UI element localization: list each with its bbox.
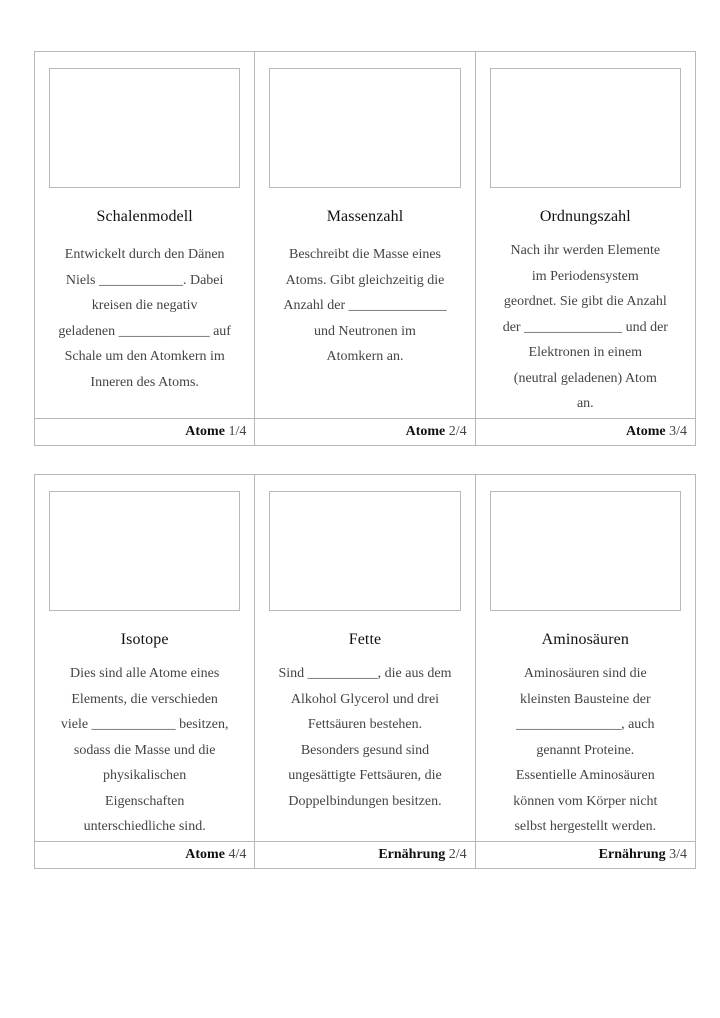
card-massenzahl bbox=[255, 52, 475, 445]
image-placeholder bbox=[269, 491, 460, 611]
card-text bbox=[49, 242, 240, 395]
card-category: Ernährung bbox=[598, 847, 666, 862]
card-footer bbox=[35, 418, 254, 445]
image-placeholder bbox=[49, 491, 240, 611]
text-line: Elements, die verschieden bbox=[71, 691, 218, 707]
card-footer bbox=[255, 841, 474, 868]
text-line: Sind __________, die aus dem bbox=[278, 666, 452, 681]
card-number: 3/4 bbox=[669, 424, 687, 439]
card-number: 1/4 bbox=[228, 424, 247, 439]
card-footer bbox=[35, 841, 254, 868]
text-line: selbst hergestellt werden. bbox=[514, 819, 657, 834]
card-text bbox=[269, 242, 460, 370]
text-line: unterschiedliche sind. bbox=[83, 819, 206, 834]
text-line: Elektronen in einem bbox=[528, 345, 643, 360]
text-line: Alkohol Glycerol und drei bbox=[290, 691, 440, 707]
text-line: Anzahl der ______________ bbox=[283, 298, 447, 313]
text-line: Eigenschaften bbox=[105, 793, 185, 809]
text-line: kreisen die negativ bbox=[91, 298, 198, 313]
card-text bbox=[269, 661, 460, 814]
text-line: Atomkern an. bbox=[326, 349, 404, 364]
text-line: ungesättigte Fettsäuren, die bbox=[288, 768, 442, 783]
image-placeholder bbox=[490, 68, 681, 188]
card-title: Isotope bbox=[120, 631, 169, 648]
text-line: Dies sind alle Atome eines bbox=[70, 666, 220, 681]
card-title: Fette bbox=[348, 631, 382, 648]
text-line: sodass die Masse und die bbox=[73, 742, 216, 758]
card-title: Ordnungszahl bbox=[539, 208, 631, 225]
card-category: Ernährung bbox=[378, 847, 446, 862]
card-footer bbox=[476, 841, 695, 868]
text-line: kleinsten Bausteine der bbox=[520, 691, 651, 707]
text-line: (neutral geladenen) Atom bbox=[513, 370, 657, 386]
card-footer bbox=[476, 418, 695, 445]
card-fette bbox=[255, 475, 475, 868]
text-line: Nach ihr werden Elemente bbox=[510, 243, 661, 258]
text-line: Niels ____________. Dabei bbox=[65, 272, 224, 288]
card-number: 2/4 bbox=[448, 847, 467, 862]
text-line: Essentielle Aminosäuren bbox=[515, 768, 655, 783]
text-line: geladenen _____________ auf bbox=[58, 323, 231, 339]
text-line: viele ____________ besitzen, bbox=[60, 717, 229, 732]
image-placeholder bbox=[49, 68, 240, 188]
text-line: im Periodensystem bbox=[531, 268, 639, 284]
card-title: Schalenmodell bbox=[96, 208, 193, 225]
card-category: Atome bbox=[625, 424, 666, 439]
card-isotope bbox=[35, 475, 255, 868]
text-line: Besonders gesund sind bbox=[300, 742, 430, 758]
text-line: Entwickelt durch den Dänen bbox=[64, 247, 225, 262]
card-footer bbox=[255, 418, 474, 445]
card-ordnungszahl bbox=[476, 52, 695, 445]
card-category: Atome bbox=[185, 847, 225, 862]
card-category: Atome bbox=[405, 424, 446, 439]
text-line: Beschreibt die Masse eines bbox=[288, 247, 441, 262]
text-line: _______________, auch bbox=[516, 717, 655, 732]
card-title: Aminosäuren bbox=[541, 631, 629, 648]
text-line: Inneren des Atoms. bbox=[90, 374, 199, 390]
card-text bbox=[490, 661, 681, 840]
text-line: physikalischen bbox=[103, 768, 187, 783]
text-line: geordnet. Sie gibt die Anzahl bbox=[503, 294, 667, 309]
text-line: Atoms. Gibt gleichzeitig die bbox=[285, 272, 445, 288]
card-schalenmodell bbox=[35, 52, 255, 445]
text-line: können vom Körper nicht bbox=[513, 793, 658, 809]
text-line: genannt Proteine. bbox=[536, 742, 635, 758]
card-aminosaeuren bbox=[476, 475, 695, 868]
text-line: Aminosäuren sind die bbox=[523, 666, 647, 681]
card-text bbox=[490, 238, 681, 417]
text-line: Fettsäuren bestehen. bbox=[307, 717, 423, 732]
image-placeholder bbox=[490, 491, 681, 611]
text-line: und Neutronen im bbox=[314, 323, 416, 339]
card-title: Massenzahl bbox=[326, 208, 404, 225]
card-sheet-2 bbox=[34, 474, 696, 869]
image-placeholder bbox=[269, 68, 460, 188]
card-text bbox=[49, 661, 240, 840]
card-category: Atome bbox=[185, 424, 225, 439]
card-sheet-1 bbox=[34, 51, 696, 446]
text-line: an. bbox=[576, 396, 594, 411]
card-number: 4/4 bbox=[228, 847, 247, 862]
text-line: Doppelbindungen besitzen. bbox=[288, 793, 442, 809]
text-line: der ______________ und der bbox=[502, 319, 668, 335]
card-number: 2/4 bbox=[448, 424, 467, 439]
text-line: Schale um den Atomkern im bbox=[64, 349, 225, 364]
card-number: 3/4 bbox=[669, 847, 687, 862]
